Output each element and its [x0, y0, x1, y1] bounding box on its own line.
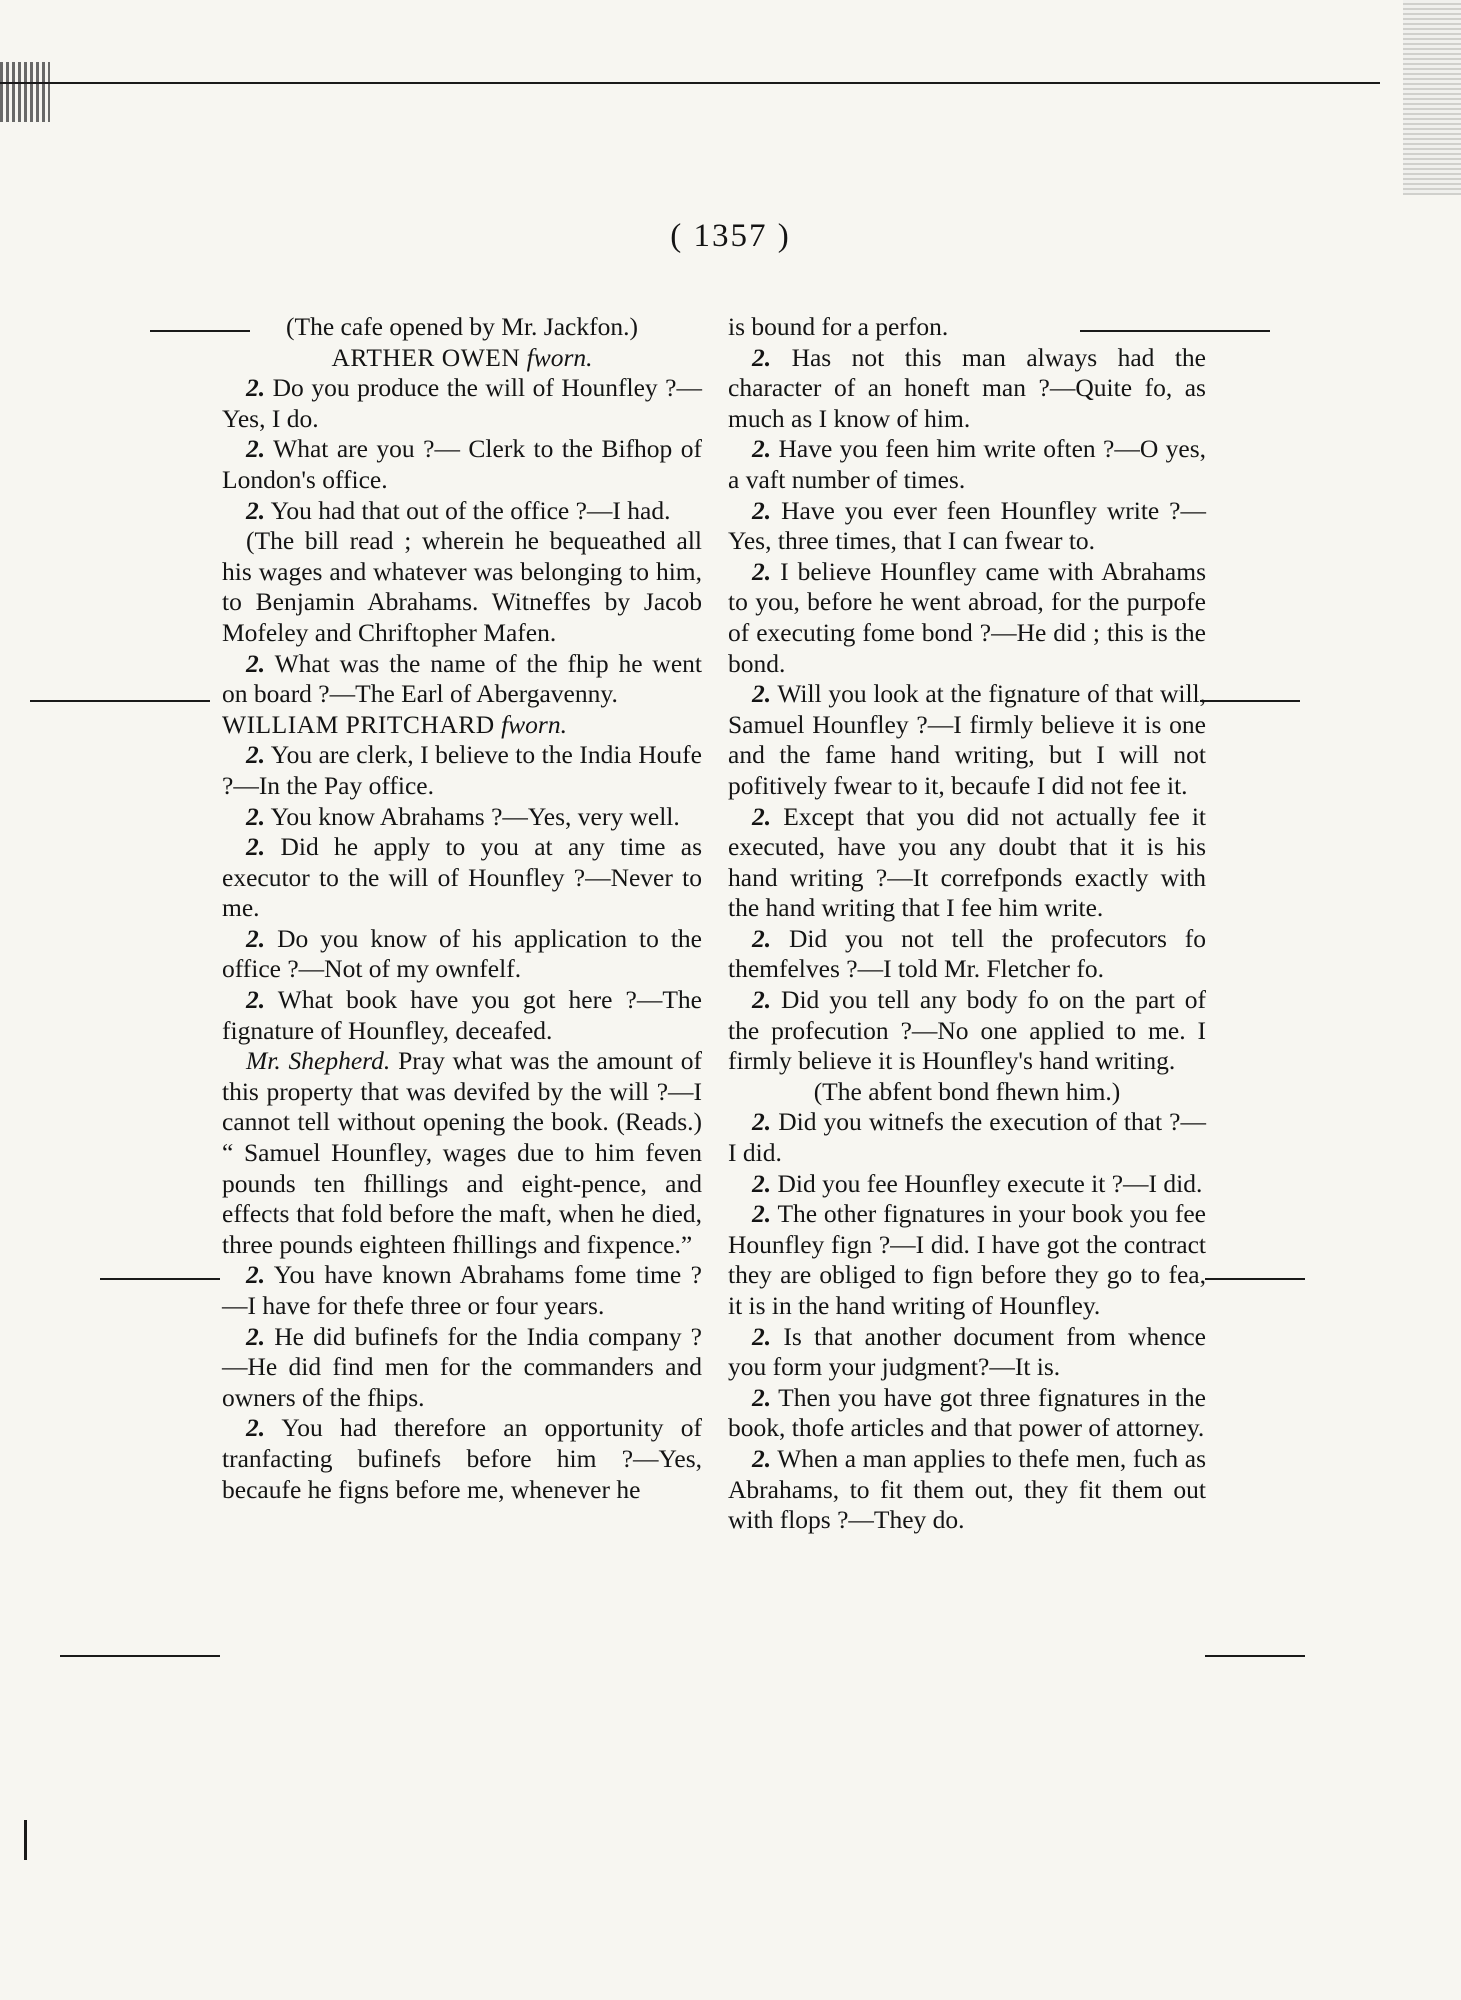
paragraph-text: Did you witnefs the execution of that ?—I did. [728, 1107, 1206, 1168]
question-mark: 2. [752, 1321, 772, 1351]
question-paragraph [728, 679, 1206, 801]
question-paragraph [728, 1107, 1206, 1168]
question-paragraph [222, 1322, 702, 1414]
margin-mark [24, 1820, 27, 1860]
witness-name: ARTHER OWEN [331, 342, 521, 372]
page-number: ( 1357 ) [670, 218, 791, 254]
paragraph-text: You have known Abrahams fome time ?—I have for thefe three or four years. [222, 1260, 703, 1320]
question-paragraph [728, 496, 1206, 557]
speaker-paragraph [222, 1046, 702, 1260]
paragraph-text: Did you not tell the profecutors fo themfelves ?—I told Mr. Fletcher fo. [728, 923, 1207, 984]
paragraph-text: Is that another document from whence you form your judgment?—It is. [728, 1321, 1207, 1382]
paragraph-text: Then you have got three fignatures in the book, thofe articles and that power of attorney. [728, 1382, 1206, 1443]
question-mark: 2. [246, 434, 266, 464]
question-mark: 2. [752, 985, 772, 1015]
question-paragraph [728, 557, 1206, 679]
paragraph-text: He did bufinefs for the India company ?—He did find men for the commanders and owners of the fhips. [222, 1321, 703, 1412]
witness-heading [222, 710, 702, 741]
question-paragraph [222, 740, 702, 801]
question-mark: 2. [246, 1321, 266, 1351]
paragraph-text: You had that out of the office ?—I had. [270, 495, 671, 525]
margin-rule-right-3 [1205, 1278, 1305, 1280]
question-mark: 2. [246, 373, 266, 403]
witness-name: WILLIAM PRITCHARD [222, 709, 495, 739]
question-mark: 2. [246, 648, 266, 678]
right-column [728, 312, 1206, 1536]
question-paragraph [728, 1444, 1206, 1536]
paragraph-text: You are clerk, I believe to the India Houfe ?—In the Pay office. [222, 740, 702, 800]
speaker-name: Mr. Shepherd. [246, 1046, 391, 1076]
paragraph-text: What book have you got here ?—The fignature of Hounfley, deceafed. [222, 985, 702, 1045]
paragraph-text: Do you know of his application to the office ?—Not of my ownfelf. [222, 923, 702, 984]
paragraph-text: Have you feen him write often ?—O yes, a vaft number of times. [728, 434, 1206, 494]
paragraph-text: I believe Hounfley came with Abrahams to you, before he went abroad, for the purpofe of executing fome bond ?—He did ; this is the bond. [728, 556, 1207, 678]
question-paragraph [728, 434, 1206, 495]
question-paragraph [222, 373, 702, 434]
paragraph-text: Except that you did not actually fee it executed, have you any doubt that it is his hand writing ?—It correfponds exactly with the hand writing that I fee him write. [728, 801, 1207, 923]
question-paragraph [728, 1322, 1206, 1383]
question-paragraph [222, 832, 702, 924]
question-mark: 2. [752, 495, 772, 525]
question-paragraph [222, 802, 702, 833]
question-mark: 2. [752, 342, 772, 372]
question-mark: 2. [752, 1199, 772, 1229]
question-paragraph [728, 1383, 1206, 1444]
question-paragraph [728, 1169, 1206, 1200]
question-mark: 2. [752, 1107, 772, 1137]
question-mark: 2. [752, 1168, 772, 1198]
question-mark: 2. [752, 923, 772, 953]
left-column [222, 312, 702, 1505]
question-paragraph [222, 649, 702, 710]
question-mark: 2. [246, 801, 266, 831]
margin-rule-right-2 [1200, 700, 1300, 702]
paragraph-text: (The bill read ; wherein he bequeathed all his wages and whatever was belonging to him, to Benjamin Abrahams. Witneffes by Jacob Mofeley and Chriftopher Mafen. [222, 526, 702, 647]
question-paragraph [222, 924, 702, 985]
paragraph-text: The other fignatures in your book you fee Hounfley fign ?—I did. I have got the contract they are obliged to fign before they go to fea, it is in the hand writing of Hounfley. [728, 1199, 1206, 1320]
scan-corner-mark [0, 62, 50, 122]
question-mark: 2. [246, 1413, 266, 1443]
question-mark: 2. [246, 495, 266, 525]
question-paragraph [222, 1260, 702, 1321]
question-mark: 2. [752, 801, 772, 831]
paragraph-text: Did he apply to you at any time as executor to the will of Hounfley ?—Never to me. [222, 832, 703, 923]
sworn-label: fworn. [526, 342, 593, 372]
paragraph-text: When a man applies to thefe men, fuch as Abrahams, to fit them out, they fit them out with flops ?—They do. [728, 1443, 1206, 1535]
paragraph-text: Have you ever feen Hounfley write ?—Yes, three times, that I can fwear to. [728, 495, 1206, 556]
top-rule [0, 82, 1380, 84]
paragraph-text: is bound for a perfon. [728, 312, 949, 341]
question-mark: 2. [246, 740, 266, 770]
question-paragraph [222, 1413, 702, 1505]
paragraph-text: (The abfent bond fhewn him.) [813, 1076, 1121, 1106]
margin-rule-left-3 [100, 1278, 220, 1280]
paragraph-text: Do you produce the will of Hounfley ?—Yes, I do. [222, 373, 702, 433]
margin-rule-left-2 [30, 700, 210, 702]
question-paragraph [222, 434, 702, 495]
paragraph-text: Pray what was the amount of this property that was devifed by the will ?—I cannot tell without opening the book. (Reads.) “ Samuel Hounfley, wages due to him feven pounds ten fhillings and eight-pence, and effects that fold before the maft, when he died, three pounds eighteen fhillings and fixpence.” [222, 1046, 702, 1259]
sworn-label: fworn. [501, 709, 567, 739]
question-paragraph [222, 496, 702, 527]
question-mark: 2. [246, 923, 266, 953]
question-paragraph [222, 985, 702, 1046]
paragraph-text: What are you ?— Clerk to the Bifhop of London's office. [222, 434, 702, 494]
question-paragraph [728, 924, 1206, 985]
question-mark: 2. [752, 1382, 772, 1412]
paragraph-text: Did you tell any body fo on the part of the profecution ?—No one applied to me. I firmly believe it is Hounfley's hand writing. [728, 985, 1207, 1076]
margin-rule-left-4 [60, 1655, 220, 1657]
question-mark: 2. [752, 434, 772, 464]
question-mark: 2. [752, 1443, 772, 1473]
case-opened-note: (The cafe opened by Mr. Jackfon.) [286, 312, 638, 341]
margin-rule-right-4 [1205, 1655, 1305, 1657]
question-mark: 2. [246, 832, 266, 862]
question-mark: 2. [246, 1260, 266, 1290]
question-paragraph [728, 802, 1206, 924]
question-paragraph [728, 1199, 1206, 1321]
paragraph-text: You know Abrahams ?—Yes, very well. [270, 801, 680, 831]
question-mark: 2. [752, 556, 772, 586]
question-paragraph [728, 985, 1206, 1077]
paragraph-text: Did you fee Hounfley execute it ?—I did. [777, 1168, 1203, 1198]
adjacent-page-edge [1403, 0, 1461, 195]
paragraph-text: Will you look at the fignature of that will, Samuel Hounfley ?—I firmly believe it is one and the fame hand writing, but I will not pofitively fwear to it, becaufe I did not fee it. [728, 679, 1206, 800]
question-paragraph [728, 343, 1206, 435]
witness-heading [222, 343, 702, 374]
question-mark: 2. [752, 679, 772, 709]
question-mark: 2. [246, 985, 266, 1015]
paragraph-text: You had therefore an opportunity of tranfacting bufinefs before him ?—Yes, becaufe he figns before me, whenever he [222, 1413, 702, 1504]
paragraph-text: What was the name of the fhip he went on board ?—The Earl of Abergavenny. [222, 648, 703, 709]
paragraph-text: Has not this man always had the character of an honeft man ?—Quite fo, as much as I know of him. [728, 342, 1206, 433]
